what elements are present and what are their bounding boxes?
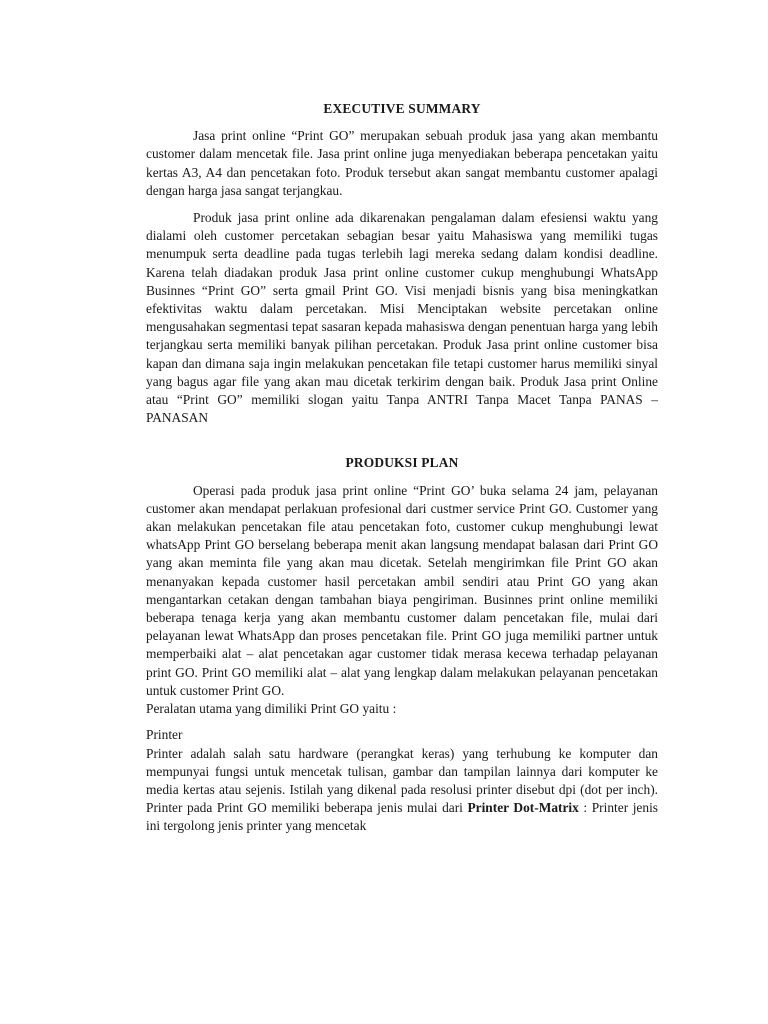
printer-dot-matrix-term: Printer Dot-Matrix (467, 800, 579, 816)
printer-heading: Printer (146, 727, 183, 743)
printer-description (146, 745, 658, 836)
produksi-plan-paragraph: Operasi pada produk jasa print online “Print GO’ buka selama 24 jam, pelayanan customer akan mendapat perlakuan profesional dari custmer service Print GO. Customer yang akan melakukan pencetakan file atau pencetakan foto, customer cukup menghubungi lewat whatsApp Print GO berselang beberapa menit akan langsung mendapat balasan dari Print GO yang akan meminta file yang akan mau dicetak. Setelah mengirimkan file Print GO akan menanyakan kepada customer hasil percetakan ambil sendiri atau Print GO yang akan mengantarkan cetakan dengan tambahan biaya pengiriman. Businnes print online memiliki beberapa tenaga kerja yang akan membantu customer dalam pencetakan file, mulai dari pelayanan lewat WhatsApp dan proses pencetakan file. Print GO juga memiliki partner untuk memperbaiki alat – alat pencetakan agar customer tidak merasa kecewa terhadap pelayanan print GO. Print GO memiliki alat – alat yang lengkap dalam melakukan pelayanan pencetakan untuk customer Print GO. (146, 482, 658, 698)
document-page (146, 100, 658, 836)
printer-text-before: Printer adalah salah satu hardware (perangkat keras) yang terhubung ke komputer dan mempunyai fungsi untuk mencetak tulisan, gambar dan tampilan lainnya dari komputer ke media kertas atau sejenis. Istilah yang dikenal pada resolusi printer disebut dpi (dot per inch). Printer pada Print GO memiliki beberapa jenis mulai dari (146, 745, 658, 816)
executive-summary-heading: EXECUTIVE SUMMARY (323, 101, 481, 116)
produksi-plan-heading: PRODUKSI PLAN (345, 455, 459, 471)
printer-text-after: : Printer jenis ini tergolong jenis printer yang mencetak (146, 800, 659, 834)
printer-section (146, 726, 658, 835)
executive-summary-paragraph-2: Produk jasa print online ada dikarenakan pengalaman dalam efesiensi waktu yang dialami oleh customer percetakan sebagian besar yaitu Mahasiswa yang memiliki tugas menumpuk serta deadline pada tugas terlebih lagi mereka sedang dalam kondisi deadline. Karena telah diadakan produk Jasa print online customer cukup menghubungi WhatsApp Businnes “Print GO” serta gmail Print GO. Visi menjadi bisnis yang bisa meningkatkan efektivitas waktu dalam percetakan. Misi Menciptakan website percetakan online mengusahakan segmentasi tepat sasaran kepada mahasiswa dengan penentuan harga yang lebih terjangkau serta memiliki banyak pilihan percetakan. Produk Jasa print online customer bisa kapan dan dimana saja ingin melakukan pencetakan file tetapi customer harus memiliki sinyal yang bagus agar file yang akan mau dicetak terkirim dengan baik. Produk Jasa print Online atau “Print GO” memiliki slogan yaitu Tanpa ANTRI Tanpa Macet Tanpa PANAS – PANASAN (146, 210, 658, 426)
equipment-intro: Peralatan utama yang dimiliki Print GO yaitu : (146, 701, 397, 717)
executive-summary-paragraph-1: Jasa print online “Print GO” merupakan sebuah produk jasa yang akan membantu customer dalam mencetak file. Jasa print online juga menyediakan beberapa pencetakan yaitu kertas A3, A4 dan pencetakan foto. Produk tersebut akan sangat membantu customer apalagi dengan harga jasa sangat terjangkau. (146, 128, 658, 198)
section-spacer (146, 427, 658, 454)
